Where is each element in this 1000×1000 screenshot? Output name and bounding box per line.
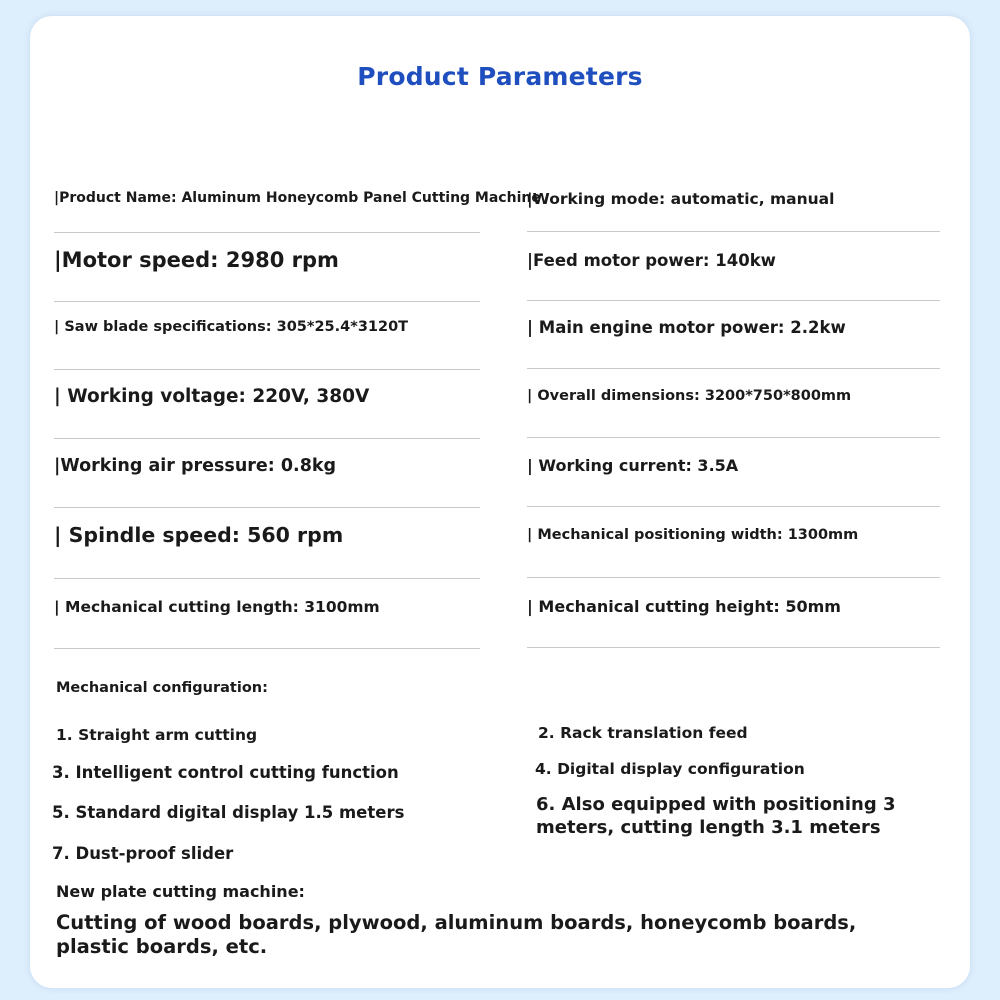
divider: [54, 507, 480, 508]
divider: [527, 506, 940, 507]
page-title: Product Parameters: [357, 62, 643, 91]
config-item: 3. Intelligent control cutting function: [52, 763, 399, 782]
param-working-voltage: | Working voltage: 220V, 380V: [54, 386, 370, 407]
param-working-mode: |Working mode: automatic, manual: [527, 190, 835, 208]
param-air-pressure: |Working air pressure: 0.8kg: [54, 456, 337, 476]
param-main-engine-power: | Main engine motor power: 2.2kw: [527, 318, 846, 337]
param-working-current: | Working current: 3.5A: [527, 456, 739, 475]
product-parameters-card: [30, 16, 970, 988]
config-item: 4. Digital display configuration: [535, 760, 805, 778]
param-spindle-speed: | Spindle speed: 560 rpm: [54, 523, 344, 547]
param-product-name: |Product Name: Aluminum Honeycomb Panel Cutting Machine: [54, 190, 541, 206]
new-plate-label: New plate cutting machine:: [56, 882, 305, 901]
param-feed-motor-power: |Feed motor power: 140kw: [527, 251, 776, 270]
divider: [527, 368, 940, 369]
param-overall-dimensions: | Overall dimensions: 3200*750*800mm: [527, 388, 852, 404]
configuration-label: Mechanical configuration:: [56, 680, 268, 696]
param-motor-speed: |Motor speed: 2980 rpm: [54, 248, 339, 272]
param-cutting-height: | Mechanical cutting height: 50mm: [527, 597, 841, 616]
param-saw-blade: | Saw blade specifications: 305*25.4*3120T: [54, 319, 409, 335]
divider: [527, 231, 940, 232]
divider: [54, 232, 480, 233]
config-item: 2. Rack translation feed: [538, 724, 748, 742]
divider: [54, 578, 480, 579]
config-item: 1. Straight arm cutting: [56, 726, 258, 744]
param-cutting-length: | Mechanical cutting length: 3100mm: [54, 598, 380, 616]
divider: [527, 647, 940, 648]
config-item: 6. Also equipped with positioning 3 meters, cutting length 3.1 meters: [536, 794, 896, 838]
divider: [527, 577, 940, 578]
divider: [527, 300, 940, 301]
divider: [54, 369, 480, 370]
param-positioning-width: | Mechanical positioning width: 1300mm: [527, 527, 859, 543]
divider: [54, 301, 480, 302]
divider: [54, 438, 480, 439]
divider: [527, 437, 940, 438]
config-item: 5. Standard digital display 1.5 meters: [52, 803, 405, 822]
divider: [54, 648, 480, 649]
new-plate-description: Cutting of wood boards, plywood, aluminum boards, honeycomb boards, plastic boards, etc.: [56, 911, 857, 958]
config-item: 7. Dust-proof slider: [52, 844, 234, 863]
